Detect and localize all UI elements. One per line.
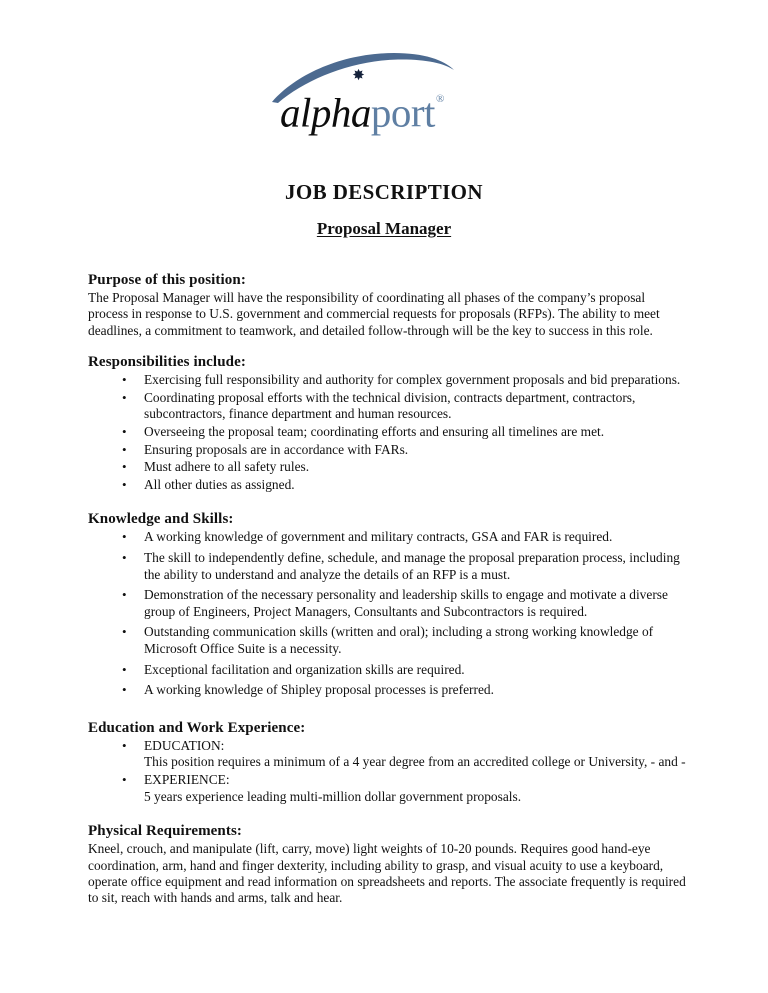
list-item [88, 738, 688, 771]
document-body [88, 272, 688, 907]
section-heading-education: Education and Work Experience: [88, 719, 306, 736]
section-responsibilities [88, 354, 688, 493]
experience-label: • EXPERIENCE: [144, 771, 230, 787]
purpose-paragraph: The Proposal Manager will have the responsibility of coordinating all phases of the company’s proposal process in response to U.S. government and commercial requests for proposals (RFPs). The ability to meet deadlines, a commitment to teamwork, and detailed follow-through will be the key to success in this role. [88, 290, 660, 338]
physical-paragraph: Kneel, crouch, and manipulate (lift, carry, move) light weights of 10-20 pounds. Requires good hand-eye coordination, arm, hand and finger dexterity, including ability to grasp, and visual acuity to use a keyboard, operate office equipment and read information on spreadsheets and reports. The associate frequently is required to sit, reach with hands and arms, talk and hear. [88, 841, 686, 906]
knowledge-list [88, 529, 688, 698]
registered-trademark-icon: ® [435, 93, 444, 105]
logo-word-alpha: alpha [280, 89, 371, 136]
logo-star-icon: ✸ [352, 68, 365, 84]
list-item: • All other duties as assigned. [88, 477, 688, 494]
section-education-and-work-experience [88, 720, 688, 805]
education-list [88, 738, 688, 805]
list-item: • Ensuring proposals are in accordance with FARs. [88, 442, 688, 459]
list-item: • Must adhere to all safety rules. [88, 459, 688, 476]
list-item [88, 772, 688, 805]
job-title-text: Proposal Manager [316, 219, 452, 238]
education-label: • EDUCATION: [144, 737, 225, 753]
education-detail: This position requires a minimum of a 4 year degree from an accredited college or University, - and - [144, 754, 686, 770]
list-item: • Exceptional facilitation and organization skills are required. [88, 662, 688, 679]
list-item: • A working knowledge of government and military contracts, GSA and FAR is required. [88, 529, 688, 546]
list-item: • A working knowledge of Shipley proposal processes is preferred. [88, 682, 688, 699]
list-item: • Overseeing the proposal team; coordinating efforts and ensuring all timelines are met. [88, 424, 688, 441]
list-item: • Exercising full responsibility and authority for complex government proposals and bid preparations. [88, 372, 688, 389]
logo-word-port: port [370, 89, 435, 136]
list-item: • Coordinating proposal efforts with the technical division, contracts department, contractors, subcontractors, finance department and human resources. [88, 390, 688, 423]
section-physical-requirements [88, 823, 688, 907]
list-item: • The skill to independently define, schedule, and manage the proposal preparation process, including the ability to understand and analyze the details of an RFP is a must. [88, 550, 688, 583]
list-item: • Demonstration of the necessary personality and leadership skills to engage and motivate a diverse group of Engineers, Project Managers, Consultants and Subcontractors is required. [88, 587, 688, 620]
list-item: • Outstanding communication skills (written and oral); including a strong working knowledge of Microsoft Office Suite is a necessity. [88, 624, 688, 657]
company-logo [0, 52, 768, 142]
section-heading-responsibilities: Responsibilities include: [88, 354, 246, 371]
page-title: JOB DESCRIPTION [285, 180, 483, 204]
section-heading-knowledge: Knowledge and Skills: [88, 511, 234, 528]
section-heading-purpose: Purpose of this position: [88, 272, 246, 288]
section-knowledge-and-skills [88, 511, 688, 698]
section-heading-physical: Physical Requirements: [88, 823, 242, 840]
responsibilities-list [88, 372, 688, 493]
job-title [0, 219, 768, 239]
experience-detail: 5 years experience leading multi-million dollar government proposals. [144, 788, 522, 804]
section-purpose [88, 272, 688, 339]
logo-wordmark [280, 86, 443, 136]
